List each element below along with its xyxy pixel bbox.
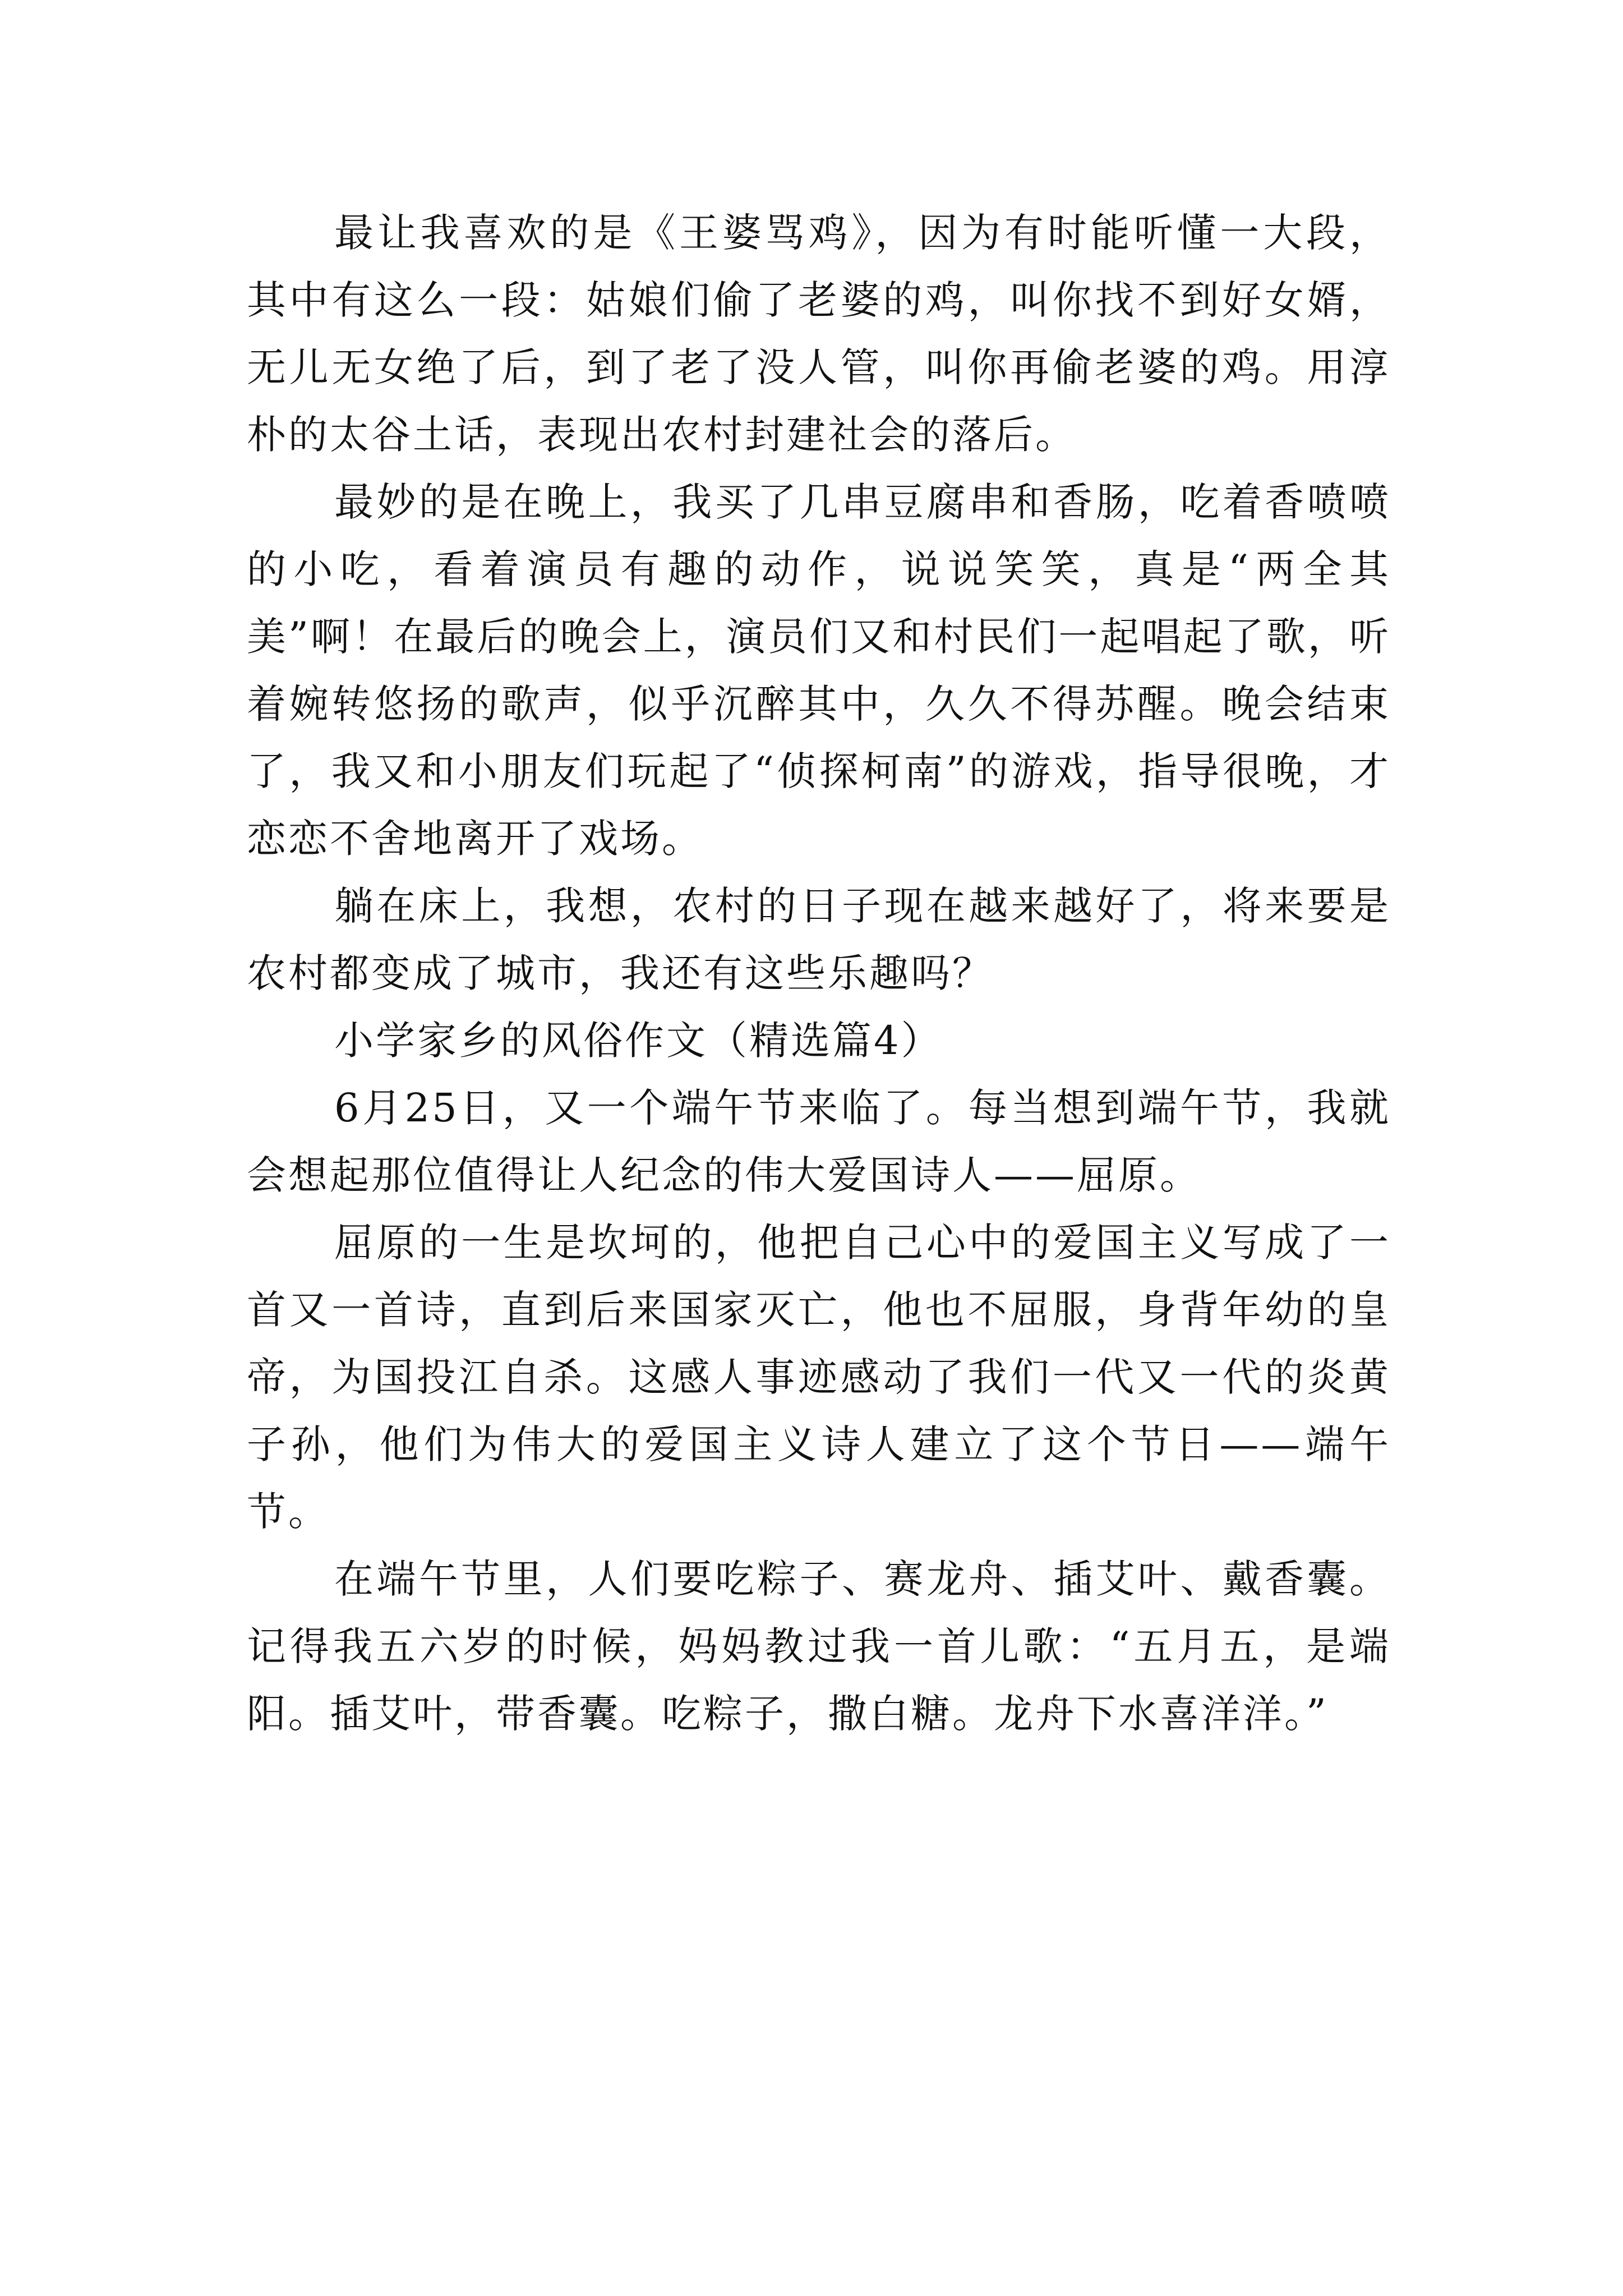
paragraph-2: 最妙的是在晚上，我买了几串豆腐串和香肠，吃着香喷喷的小吃，看着演员有趣的动作，说说笑笑，真是“两全其美”啊！在最后的晚会上，演员们又和村民们一起唱起了歌，听着婉转悠扬的歌声，似乎沉醉其中，久久不得苏醒。晚会结束了，我又和小朋友们玩起了“侦探柯南”的游戏，指导很晚，才恋恋不舍地离开了戏场。 (247, 479, 1391, 862)
paragraph-5: 6月25日，又一个端午节来临了。每当想到端午节，我就会想起那位值得让人纪念的伟大爱国诗人——屈原。 (247, 1085, 1391, 1198)
paragraph-1: 最让我喜欢的是《王婆骂鸡》，因为有时能听懂一大段，其中有这么一段：姑娘们偷了老婆的鸡，叫你找不到好女婿，无儿无女绝了后，到了老了没人管，叫你再偷老婆的鸡。用淳朴的太谷土话，表现出农村封建社会的落后。 (247, 210, 1391, 458)
paragraph-7: 在端午节里，人们要吃粽子、赛龙舟、插艾叶、戴香囊。记得我五六岁的时候，妈妈教过我一首儿歌：“五月五，是端阳。插艾叶，带香囊。吃粽子，撒白糖。龙舟下水喜洋洋。” (247, 1556, 1391, 1737)
paragraph-6: 屈原的一生是坎坷的，他把自己心中的爱国主义写成了一首又一首诗，直到后来国家灭亡，他也不屈服，身背年幼的皇帝，为国投江自杀。这感人事迹感动了我们一代又一代的炎黄子孙，他们为伟大的爱国主义诗人建立了这个节日——端午节。 (247, 1220, 1391, 1535)
section-heading: 小学家乡的风俗作文（精选篇4） (334, 1018, 943, 1064)
document-body (247, 199, 1391, 1747)
paragraph-3: 躺在床上，我想，农村的日子现在越来越好了，将来要是农村都变成了城市，我还有这些乐趣吗？ (247, 883, 1391, 996)
